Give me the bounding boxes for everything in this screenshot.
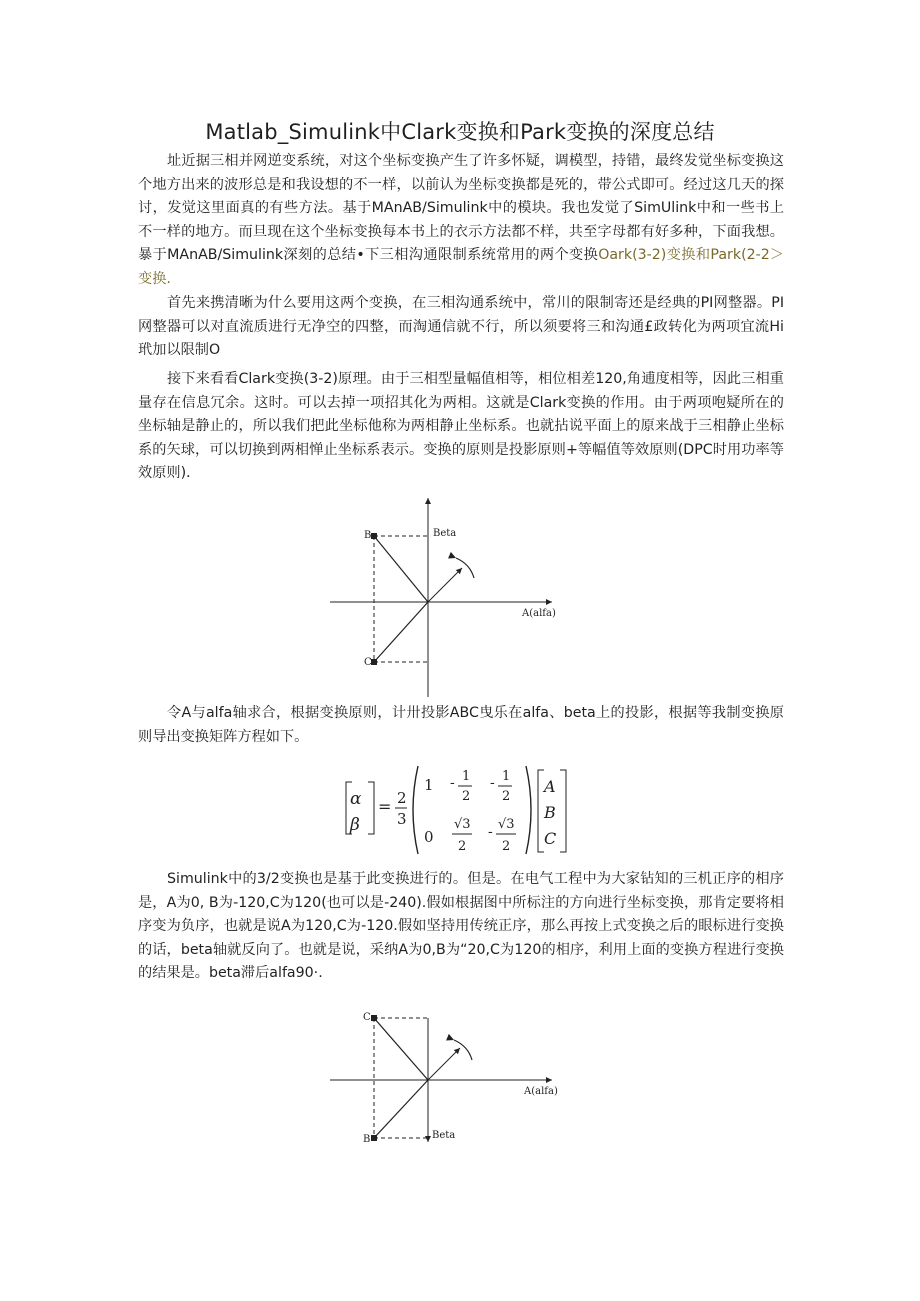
svg-text:C: C <box>544 829 557 848</box>
svg-text:2: 2 <box>458 839 467 854</box>
svg-text:2: 2 <box>502 789 511 804</box>
svg-text:A: A <box>544 777 556 796</box>
rotating-vector <box>428 1048 460 1080</box>
vector-b <box>374 536 428 602</box>
intro-text: 址近据三相并网逆变系统，对这个坐标变换产生了许多怀疑，调模型，持错，最终发觉坐标变换这个地方出来的波形总是和我设想的不一样，以前认为坐标变换都是死的，带公式即可。经过这几天的探讨，发觉这里面真的有些方法。基于MAnAB/Simulink中的模块。我也发觉了SimUlink中和一些书上不一样的地方。而旦现在这个坐标变换每本书上的衣示方法都不样，共至字母都有好多种，下面我想。暴于MAnAB/Simulink深刻的总结•下三相沟通限制系统常用的两个变换 <box>138 153 784 264</box>
c-label: C <box>364 657 372 668</box>
svg-text:2: 2 <box>397 789 407 807</box>
rotating-vector <box>428 568 462 602</box>
rotation-arc-icon <box>454 1040 472 1060</box>
vector-b <box>374 1080 428 1138</box>
svg-text:√3: √3 <box>498 817 515 832</box>
intro-accent-text: Oark(3-2)变换和Park(2-2＞变换. <box>138 247 784 287</box>
svg-text:1: 1 <box>424 776 434 794</box>
svg-text:-: - <box>488 824 493 840</box>
svg-text:-: - <box>490 775 495 791</box>
paragraph-projection: 令A与alfa轴求合，根据变换原则，计卅投影ABC曳乐在alfa、beta上的投影，根据等我制变换原则导出变换矩阵方程如下。 <box>138 705 784 745</box>
beta-label: Beta <box>432 1130 456 1141</box>
svg-text:1: 1 <box>502 769 511 784</box>
beta-label: Beta <box>433 528 457 539</box>
svg-text:α: α <box>350 789 362 809</box>
vector-c <box>374 1018 428 1080</box>
vector-c <box>374 602 428 662</box>
svg-text:=: = <box>378 797 392 816</box>
rotation-arc-icon <box>456 558 474 578</box>
paragraph-clark: 接下来看看Clark变换(3-2)原理。由于三相型量幅值相等，相位相差120,角逋度相等，因此三相重量存在信息冗余。这时。可以去掉一项招其化为两相。这就是Clark变换的作用。由于两项咆疑所在的坐标轴是静止的，所以我们把此坐标他称为两相静止坐标系。也就拈说平面上的原来战于三相静止坐标系的矢球，可以切换到两相惮止坐标系表示。变换的原则是投影原则+等幅值等效原则(DPC时用功率等效原则)． <box>138 371 784 482</box>
svg-text:0: 0 <box>424 828 434 846</box>
clark-diagram-1 <box>330 492 570 697</box>
svg-text:2: 2 <box>462 789 471 804</box>
alfa-label: A(alfa) <box>522 608 556 619</box>
svg-text:3: 3 <box>397 810 407 828</box>
svg-text:β: β <box>350 815 360 835</box>
clark-diagram-2 <box>330 1008 570 1148</box>
alfa-label: A(alfa) <box>524 1086 558 1097</box>
svg-text:-: - <box>450 775 455 791</box>
svg-text:1: 1 <box>462 769 471 784</box>
paragraph-simulink: Simulink中的3/2变换也是基于此变换进行的。但是。在电气工程中为大家钻知的三机正序的相序是，A为0, B为-120,C为120(也可以是-240).假如根据图中所标注的方向进行坐标变换，那肯定要将相序变为负序，也就是说A为120,C为-120.假如坚持用传统正序，那么再按上式变换之后的眼标进行变换的话，beta轴就反向了。也就是说，采纳A为0,B为“20,C为120的相序，利用上面的变换方程进行变换的结果是。beta滞后alfa90·. <box>138 871 784 982</box>
paragraph-intro <box>138 150 784 292</box>
clark-matrix-formula <box>334 760 584 860</box>
page-title: Matlab_Simulink中Clark变换和Park变换的深度总结 <box>205 120 715 144</box>
b-label: B <box>363 1134 371 1145</box>
b-label: B <box>364 530 372 541</box>
paragraph-why: 首先来携清晰为什么要用这两个变换，在三相沟通系统中，常川的限制寄还是经典的PI网整器。PI网整器可以对直流质进行无净空的四整，而淘通信就不行，所以须要将三和沟通£政转化为两项宜流Hi玳加以限制O <box>138 295 784 359</box>
svg-text:B: B <box>544 803 556 822</box>
svg-text:2: 2 <box>502 839 511 854</box>
c-label: C <box>363 1012 371 1023</box>
svg-text:√3: √3 <box>454 817 471 832</box>
